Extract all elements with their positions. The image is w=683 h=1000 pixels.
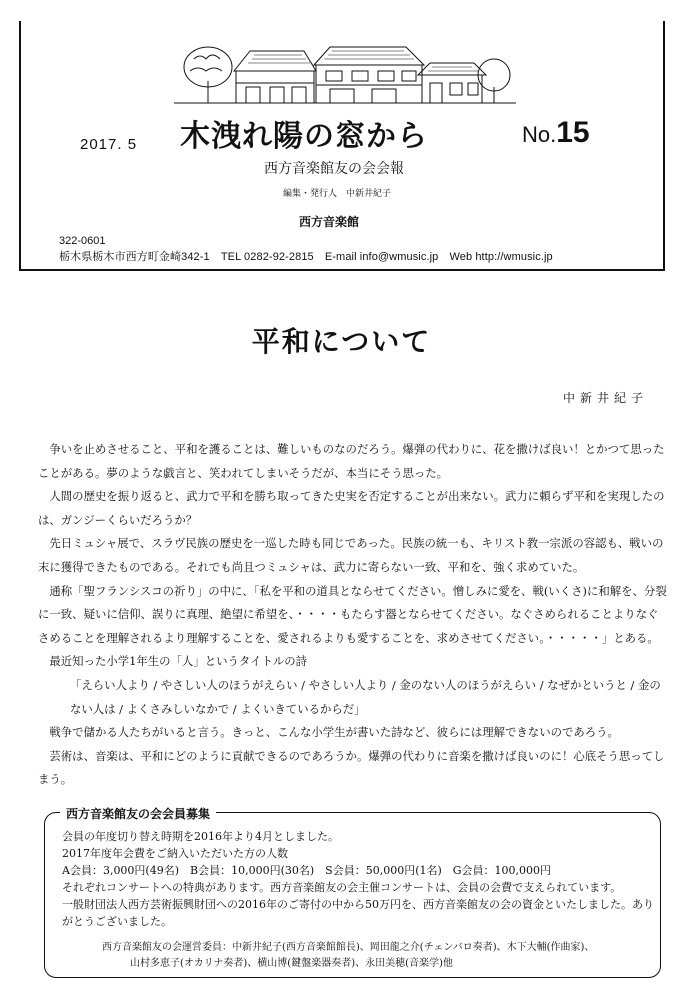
membership-line: 2017年度年会費をご納入いただいた方の人数 [62, 847, 288, 860]
committee-line: 西方音楽館友の会運営委員：中新井紀子(西方音楽館館長)、岡田龍之介(チェンバロ奏者)、木下大輔(作曲家)、 [102, 942, 595, 953]
paragraph: 先日ミュシャ展で、スラヴ民族の歴史を一巡した時も同じであった。民族の統一も、キリスト教一宗派の容認も、戦いの末に獲得できたものである。それでも尚且つミュシャは、武力に寄らない一致、平和を、強く求めていた。 [38, 536, 664, 574]
issue-number [522, 116, 590, 150]
article-author: 中新井紀子 [563, 391, 649, 405]
membership-line: 会員の年度切り替え時期を2016年より4月としました。 [62, 830, 339, 843]
article-body [38, 438, 668, 792]
editor-line: 編集・発行人 中新井紀子 [283, 189, 392, 199]
paragraph: 争いを止めさせること、平和を護ることは、難しいものなのだろう。爆弾の代わりに、花を撒けば良い！とかつて思ったことがある。夢のような戯言と、笑われてしまいそうだが、本当にそう思った。 [38, 442, 665, 480]
newsletter-title: 木洩れ陽の窓から [180, 119, 428, 154]
membership-line: A会員：3,000円(49名) B会員：10,000円(30名) S会員：50,000円(1名) G会員：100,000円 [62, 864, 552, 877]
committee-line: 山村多恵子(オカリナ奏者)、横山博(鍵盤楽器奏者)、永田美穂(音楽学)他 [130, 958, 453, 969]
article-title: 平和について [251, 325, 432, 358]
organization-name: 西方音楽館 [299, 215, 360, 229]
paragraph: 人間の歴史を振り返ると、武力で平和を勝ち取ってきた史実を否定することが出来ない。武力に頼らず平和を実現したのは、ガンジーくらいだろうか？ [38, 489, 665, 527]
committee-list [102, 940, 662, 972]
contact-line: 栃木県栃木市西方町金崎342-1 TEL 0282-92-2815 E-mail info@wmusic.jp Web http://wmusic.jp [59, 251, 553, 263]
building-illustration-icon [174, 41, 516, 107]
issue-prefix: No. [522, 122, 557, 147]
postal-code: 322-0601 [59, 235, 106, 247]
membership-line: それぞれコンサートへの特典があります。西方音楽館友の会主催コンサートは、会員の会費で支えられています。 [62, 881, 622, 894]
membership-line: 一般財団法人西方芸術振興財団への2016年のご寄付の中から50万円を、西方音楽館友の会の資金といたしました。ありがとうございました。 [62, 898, 654, 928]
issue-date: 2017. 5 [80, 136, 138, 153]
paragraph: 通称「聖フランシスコの祈り」の中に、「私を平和の道具とならせてください。憎しみに愛を、戦(いくさ)に和解を、分裂に一致、疑いに信仰、誤りに真理、絶望に希望を、・・・・もたらす器とならせてください。なぐさめられることよりなぐさめることを理解されるより理解することを、愛されるよりも愛することを、求めさせてください。・・・・・」とある。 [38, 583, 667, 645]
membership-title: 西方音楽館友の会会員募集 [60, 805, 216, 822]
membership-text [62, 828, 658, 930]
paragraph: 戦争で儲かる人たちがいると言う。きっと、こんな小学生が書いた詩など、彼らには理解できないのであろう。 [49, 725, 619, 740]
paragraph: 最近知った小学1年生の「人」というタイトルの詩 [49, 654, 308, 669]
masthead [19, 21, 665, 271]
newsletter-subtitle: 西方音楽館友の会会報 [264, 161, 404, 177]
poem: 「えらい人より / やさしい人のほうがえらい / やさしい人より / 金のない人のほうがえらい / なぜかというと / 金のない人は / よくさみしいなかで / よくいきているからだ」 [70, 677, 661, 716]
paragraph: 芸術は、音楽は、平和にどのように貢献できるのであろうか。爆弾の代わりに音楽を撒けば良いのに！心底そう思ってしまう。 [38, 748, 665, 787]
issue-number-value: 15 [556, 116, 590, 149]
